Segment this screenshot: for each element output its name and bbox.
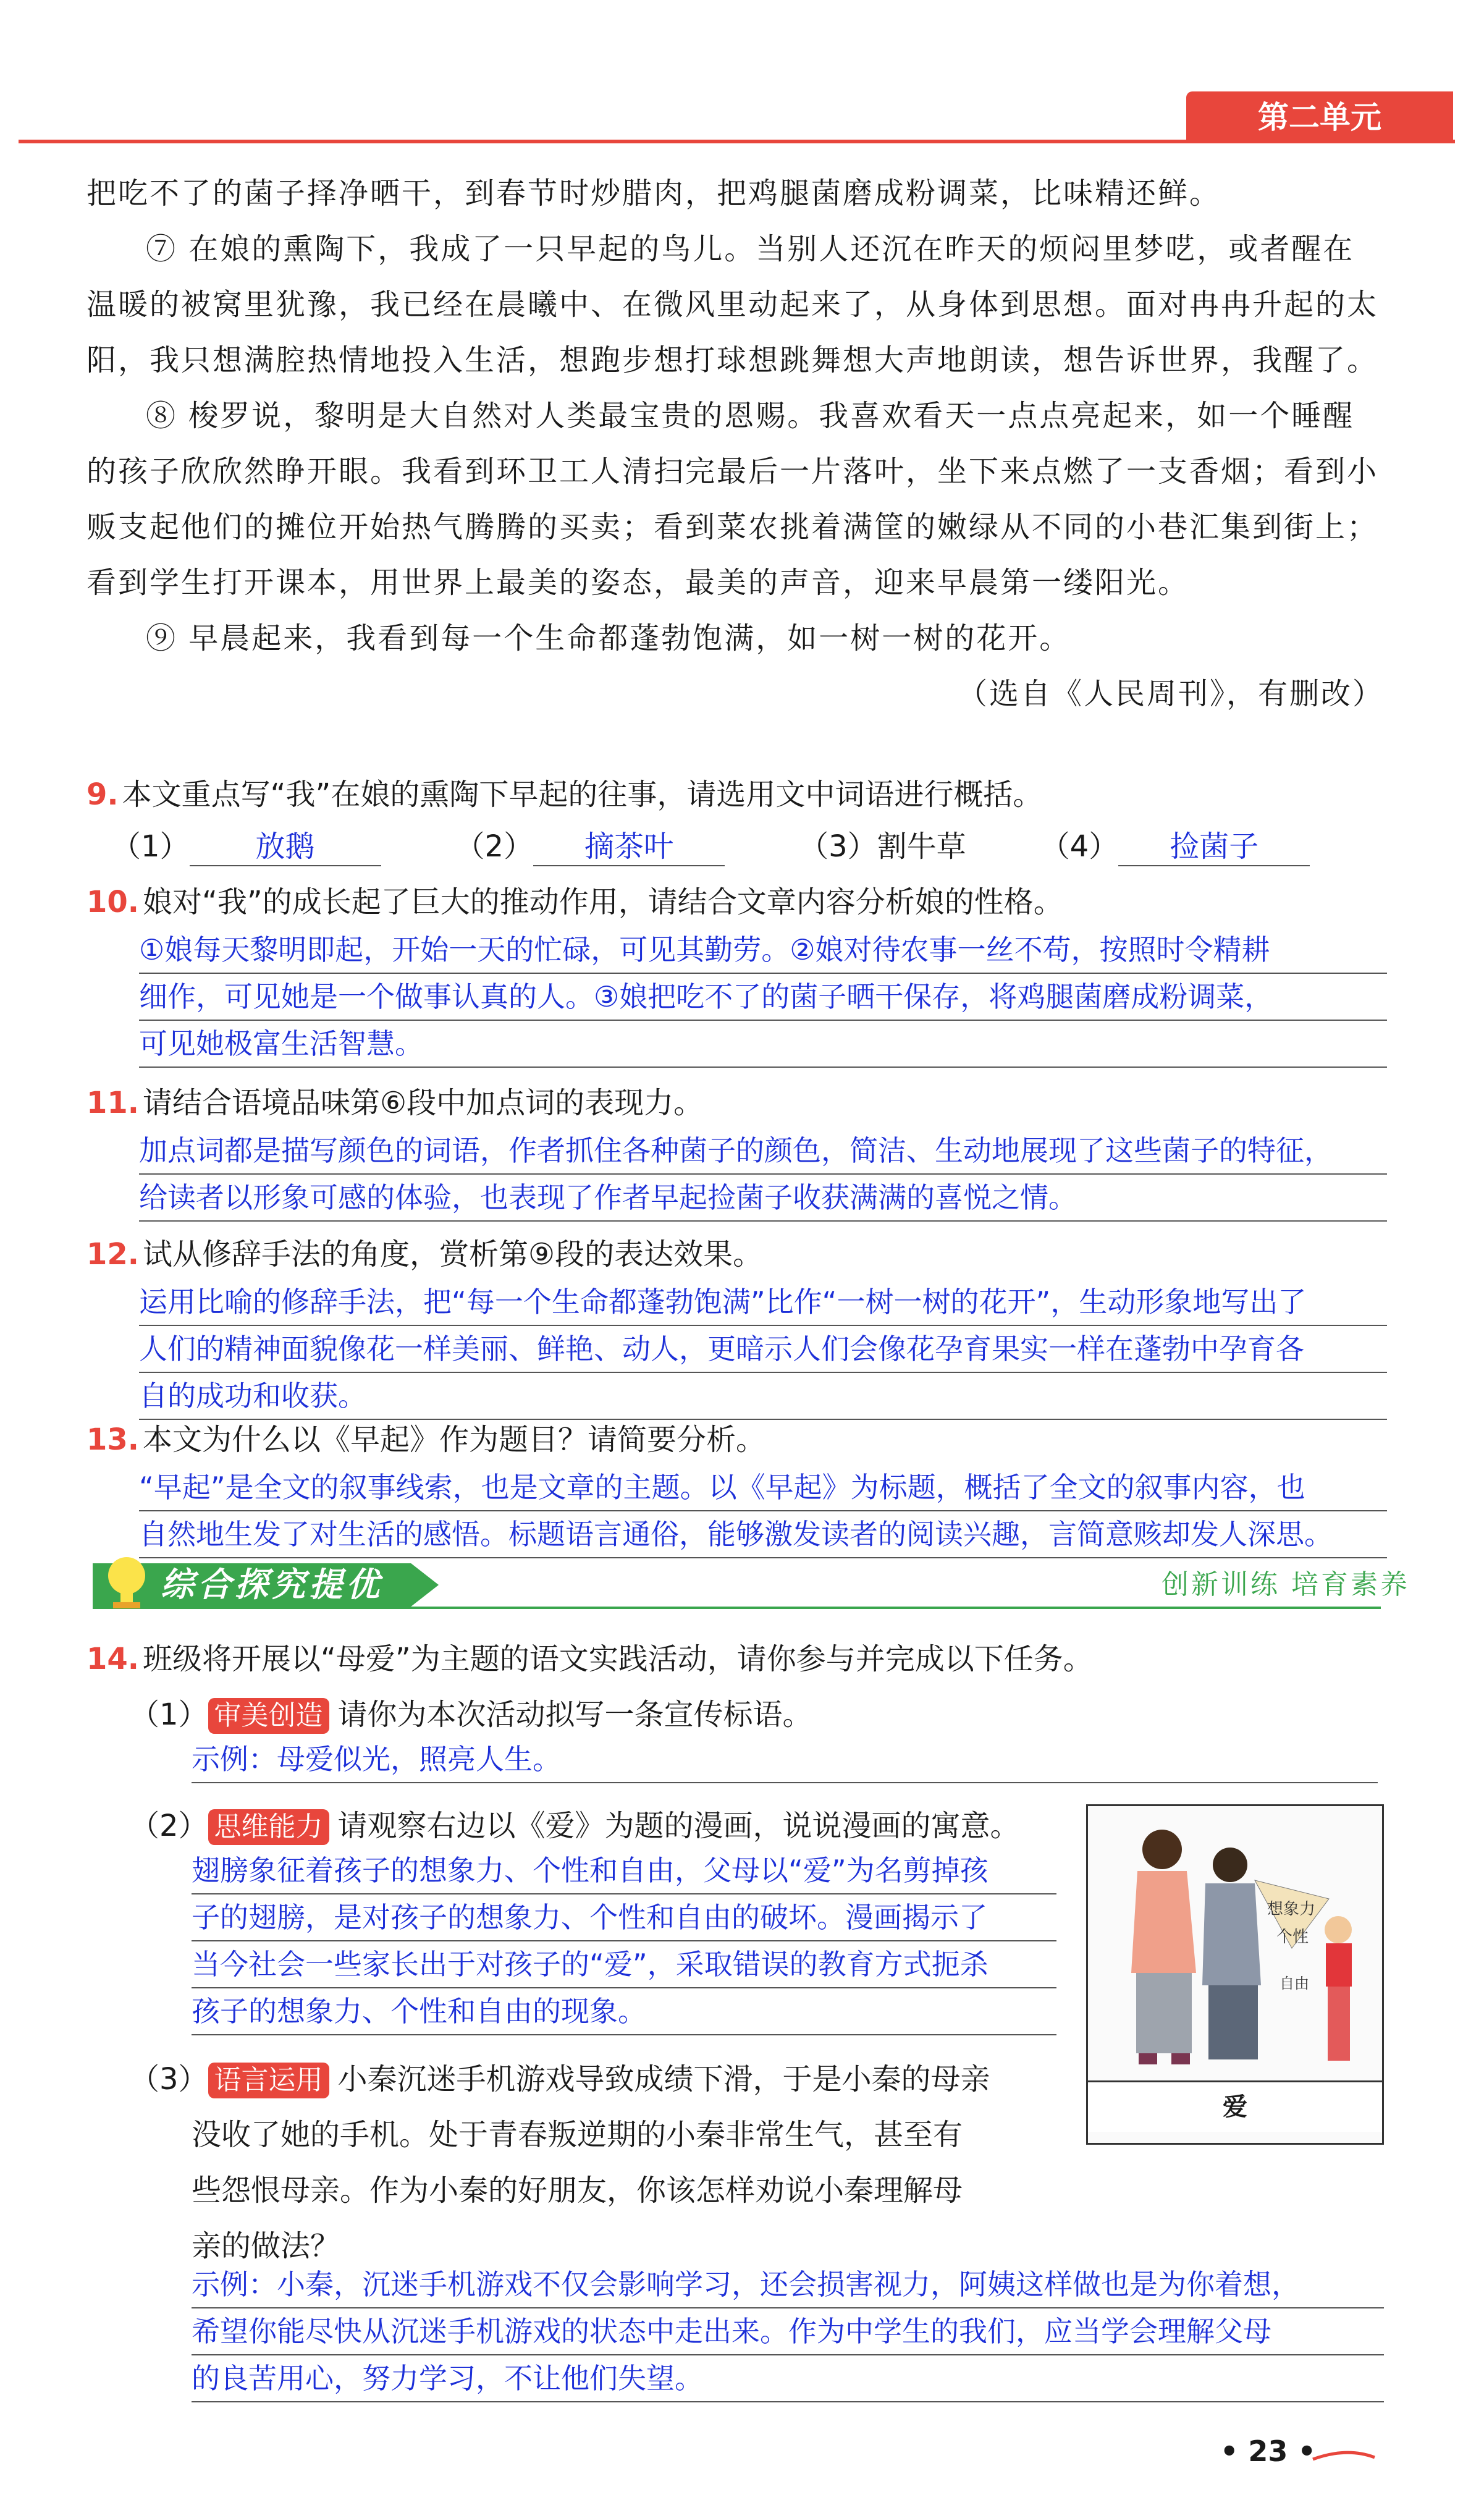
article-paragraph-7: ⑦ 在娘的熏陶下，我成了一只早起的鸟儿。当别人还沉在昨天的烦闷里梦呓，或者醒在温暖的被窝里犹豫，我已经在晨曦中、在微风里动起来了，从身体到思想。面对冉冉升起的太阳，我只想满腔热情地投入生活，想跑步想打球想跳舞想大声地朗读，想告诉世界，我醒了。 xyxy=(86,232,1379,378)
section-subtitle: 创新训练 培育素养 xyxy=(1161,1569,1410,1600)
trophy-icon xyxy=(93,1548,161,1616)
answer-blank[interactable]: 放鹅 xyxy=(190,828,381,866)
question-text: 请结合语境品味第⑥段中加点词的表现力。 xyxy=(143,1086,704,1120)
article-paragraph-8: ⑧ 梭罗说，黎明是大自然对人类最宝贵的恩赐。我喜欢看天一点点亮起来，如一个睡醒的孩子欣欣然睁开眼。我看到环卫工人清扫完最后一片落叶，坐下来点燃了一支香烟；看到小贩支起他们的摊位开始热气腾腾的买卖；看到菜农挑着满筐的嫩绿从不同的小巷汇集到街上；看到学生打开课本，用世界上最美的姿态，最美的声音，迎来早晨第一缕阳光。 xyxy=(86,399,1379,600)
q9-item-1 xyxy=(111,828,381,866)
comic-word: 个性 xyxy=(1276,1928,1309,1946)
answer-line: 给读者以形象可感的体验，也表现了作者早起捡菌子收获满满的喜悦之情。 xyxy=(139,1175,1387,1222)
answer-line: 细作，可见她是一个做事认真的人。③娘把吃不了的菌子晒干保存，将鸡腿菌磨成粉调菜， xyxy=(139,974,1387,1021)
sub-label: （2） xyxy=(130,1809,208,1843)
unit-label: 第二单元 xyxy=(1186,91,1453,143)
q9-answers xyxy=(111,828,1384,866)
sub-text-line: 些怨恨母亲。作为小秦的好朋友，你该怎样劝说小秦理解母 xyxy=(192,2173,963,2208)
comic-title: 爱 xyxy=(1088,2080,1382,2132)
answer-line: 人们的精神面貌像花一样美丽、鲜艳、动人，更暗示人们会像花孕育果实一样在蓬勃中孕育各 xyxy=(139,1326,1387,1373)
answer-line: 孩子的想象力、个性和自由的现象。 xyxy=(192,1988,1056,2035)
question-text: 娘对“我”的成长起了巨大的推动作用，请结合文章内容分析娘的性格。 xyxy=(143,885,1063,919)
sub-text-line: 没收了她的手机。处于青春叛逆期的小秦非常生气，甚至有 xyxy=(192,2118,963,2152)
answer-line: 自的成功和收获。 xyxy=(139,1373,1387,1420)
item-label: （1） xyxy=(111,829,190,864)
sub-text-line: 小秦沉迷手机游戏导致成绩下滑，于是小秦的母亲 xyxy=(337,2062,990,2097)
answer-line: 可见她极富生活智慧。 xyxy=(139,1021,1387,1068)
answer-blank[interactable]: 摘茶叶 xyxy=(533,828,725,866)
question-9 xyxy=(86,776,1384,813)
comic-word: 自由 xyxy=(1280,1975,1309,1992)
answer-line: “早起”是全文的叙事线索，也是文章的主题。以《早起》为标题，概括了全文的叙事内容，也 xyxy=(139,1464,1387,1511)
q9-item-4 xyxy=(1040,828,1310,866)
skill-tag: 语言运用 xyxy=(208,2063,329,2098)
answer-line: 希望你能尽快从沉迷手机游戏的状态中走出来。作为中学生的我们，应当学会理解父母 xyxy=(192,2308,1384,2355)
question-number: 12. xyxy=(86,1237,140,1272)
answer-line: 运用比喻的修辞手法，把“每一个生命都蓬勃饱满”比作“一树一树的花开”，生动形象地写出了 xyxy=(139,1279,1387,1326)
answer-line: 示例：小秦，沉迷手机游戏不仅会影响学习，还会损害视力，阿姨这样做也是为你着想， xyxy=(192,2262,1384,2308)
skill-tag: 审美创造 xyxy=(208,1698,329,1734)
question-number: 13. xyxy=(86,1422,140,1457)
question-13 xyxy=(86,1421,1384,1458)
q11-answer[interactable] xyxy=(139,1128,1387,1222)
answer-blank[interactable]: 捡菌子 xyxy=(1118,828,1310,866)
q14-sub2-answer[interactable] xyxy=(192,1848,1056,2035)
comic-drawing xyxy=(1088,1806,1382,2078)
answer-line: 加点词都是描写颜色的词语，作者抓住各种菌子的颜色，简洁、生动地展现了这些菌子的特征， xyxy=(139,1128,1387,1175)
section-title: 综合探究提优 xyxy=(161,1565,383,1604)
q13-answer[interactable] xyxy=(139,1464,1387,1558)
q12-answer[interactable] xyxy=(139,1279,1387,1420)
question-text: 本文重点写“我”在娘的熏陶下早起的往事，请选用文中词语进行概括。 xyxy=(122,777,1043,812)
article-line-p6-end: 把吃不了的菌子择净晒干，到春节时炒腊肉，把鸡腿菌磨成粉调菜，比味精还鲜。 xyxy=(86,176,1221,211)
skill-tag: 思维能力 xyxy=(208,1809,329,1845)
question-11 xyxy=(86,1084,1384,1121)
item-label: （2） xyxy=(455,829,534,864)
sub-text: 请观察右边以《爱》为题的漫画，说说漫画的寓意。 xyxy=(337,1809,1020,1843)
answer-line: 当今社会一些家长出于对孩子的“爱”，采取错误的教育方式扼杀 xyxy=(192,1941,1056,1988)
question-number: 10. xyxy=(86,885,140,919)
question-10 xyxy=(86,884,1384,921)
question-text: 试从修辞手法的角度，赏析第⑨段的表达效果。 xyxy=(143,1237,763,1272)
question-12 xyxy=(86,1236,1384,1273)
q9-item-2 xyxy=(455,828,725,866)
page-swoosh-icon xyxy=(1310,2444,1378,2469)
answer-line: 自然地生发了对生活的感悟。标题语言通俗，能够激发读者的阅读兴趣，言简意赅却发人深思。 xyxy=(139,1511,1387,1558)
answer-line: 示例：母爱似光，照亮人生。 xyxy=(192,1736,1378,1783)
question-14 xyxy=(86,1641,1384,1678)
section-rule xyxy=(93,1607,1381,1609)
item-answer-given: 割牛草 xyxy=(877,829,966,864)
page-number: • 23 • xyxy=(1220,2435,1316,2468)
article-paragraph-9: ⑨ 早晨起来，我看到每一个生命都蓬勃饱满，如一树一树的花开。 xyxy=(146,621,1071,656)
q10-answer[interactable] xyxy=(139,927,1387,1068)
sub-text-line: 亲的做法？ xyxy=(192,2229,340,2263)
answer-line: 子的翅膀，是对孩子的想象力、个性和自由的破坏。漫画揭示了 xyxy=(192,1894,1056,1941)
question-number: 14. xyxy=(86,1642,140,1676)
q14-sub2 xyxy=(130,1807,1069,1845)
q14-sub1 xyxy=(130,1696,1378,1734)
question-text: 班级将开展以“母爱”为主题的语文实践活动，请你参与并完成以下任务。 xyxy=(143,1642,1093,1676)
sub-text: 请你为本次活动拟写一条宣传标语。 xyxy=(337,1697,812,1732)
article-body xyxy=(86,166,1384,722)
q14-sub3 xyxy=(130,2051,1069,2274)
question-number: 9. xyxy=(86,777,119,812)
comic-word: 想象力 xyxy=(1267,1900,1316,1919)
comic-illustration xyxy=(1086,1804,1384,2145)
sub-label: （3） xyxy=(130,2062,208,2097)
answer-line: ①娘每天黎明即起，开始一天的忙碌，可见其勤劳。②娘对待农事一丝不苟，按照时令精耕 xyxy=(139,927,1387,974)
q14-sub1-answer[interactable] xyxy=(192,1736,1378,1783)
answer-line: 的良苦用心，努力学习，不让他们失望。 xyxy=(192,2355,1384,2402)
item-label: （3） xyxy=(799,829,877,864)
question-number: 11. xyxy=(86,1086,140,1120)
article-source: （选自《人民周刊》，有删改） xyxy=(957,677,1384,711)
sub-label: （1） xyxy=(130,1697,208,1732)
q14-sub3-answer[interactable] xyxy=(192,2262,1384,2402)
question-text: 本文为什么以《早起》作为题目？请简要分析。 xyxy=(143,1422,766,1457)
item-label: （4） xyxy=(1040,829,1119,864)
answer-line: 翅膀象征着孩子的想象力、个性和自由，父母以“爱”为名剪掉孩 xyxy=(192,1848,1056,1894)
q9-item-3 xyxy=(799,828,966,866)
